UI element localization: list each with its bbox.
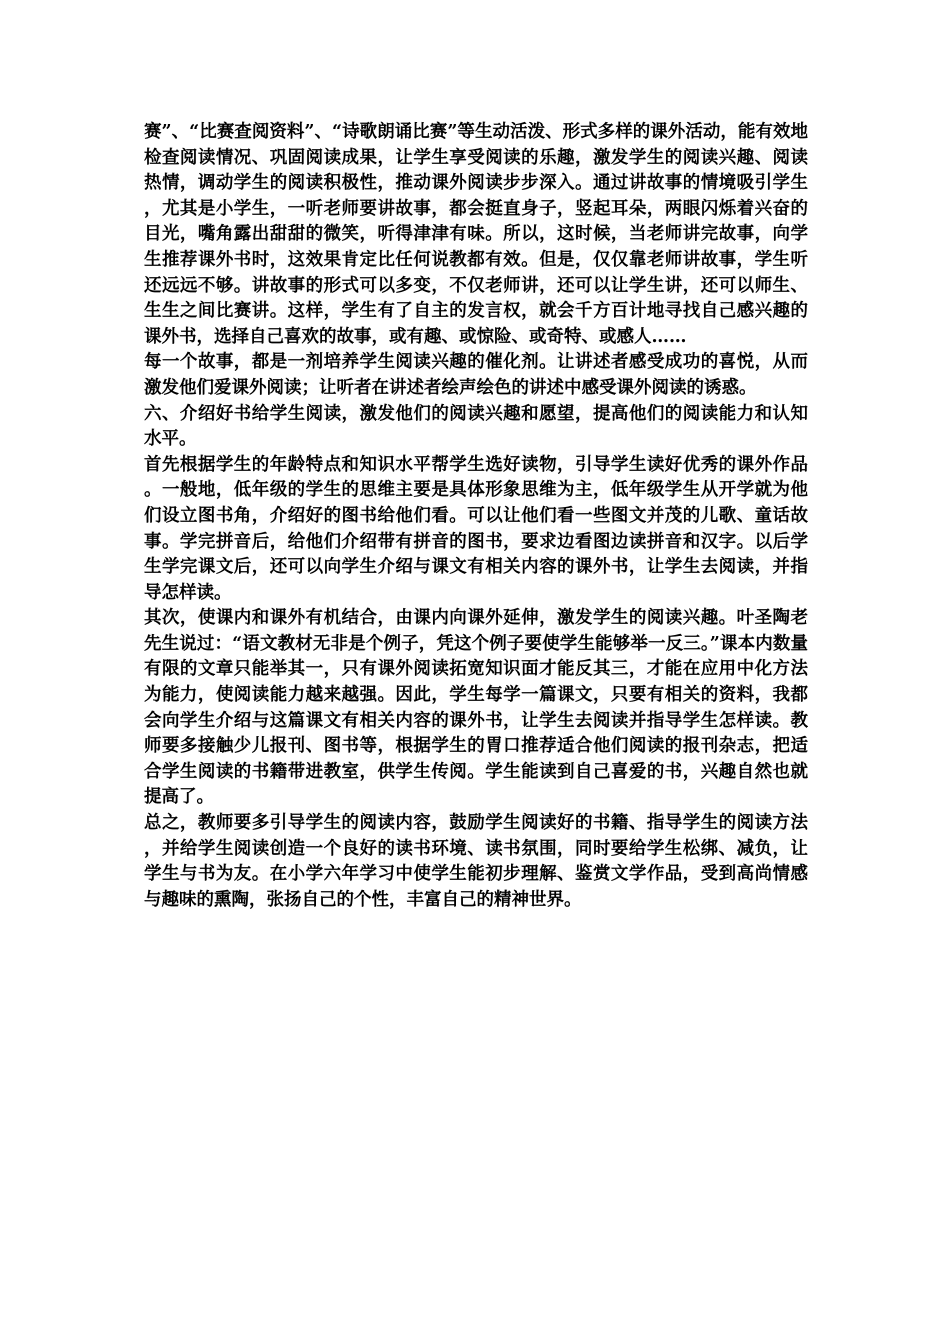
paragraph-1: 赛”、“比赛查阅资料”、“诗歌朗诵比赛”等生动活泼、形式多样的课外活动，能有效地检查阅读情况、巩固阅读成果，让学生享受阅读的乐趣，激发学生的阅读兴趣、阅读热情，调动学生的阅读积极性，推动课外阅读步步深入。通过讲故事的情境吸引学生，尤其是小学生，一听老师要讲故事，都会挺直身子，竖起耳朵，两眼闪烁着兴奋的目光，嘴角露出甜甜的微笑，听得津津有味。所以，这时候，当老师讲完故事，向学生推荐课外书时，这效果肯定比任何说教都有效。但是，仅仅靠老师讲故事，学生听还远远不够。讲故事的形式可以多变，不仅老师讲，还可以让学生讲，还可以师生、生生之间比赛讲。这样，学生有了自主的发言权，就会千方百计地寻找自己感兴趣的课外书，选择自己喜欢的故事，或有趣、或惊险、或奇特、或感人…… (144, 122, 808, 347)
paragraph-5: 其次，使课内和课外有机结合，由课内向课外延伸，激发学生的阅读兴趣。叶圣陶老先生说过：“语文教材无非是个例子，凭这个例子要使学生能够举一反三。”课本内数量有限的文章只能举其一，只有课外阅读拓宽知识面才能反其三，才能在应用中化方法为能力，使阅读能力越来越强。因此，学生每学一篇课文，只要有相关的资料，我都会向学生介绍与这篇课文有相关内容的课外书，让学生去阅读并指导学生怎样读。教师要多接触少儿报刊、图书等，根据学生的胃口推荐适合他们阅读的报刊杂志，把适合学生阅读的书籍带进教室，供学生传阅。学生能读到自己喜爱的书，兴趣自然也就提高了。 (144, 608, 808, 808)
paragraph-3: 六、介绍好书给学生阅读，激发他们的阅读兴趣和愿望，提高他们的阅读能力和认知水平。 (144, 403, 808, 450)
paragraph-6: 总之，教师要多引导学生的阅读内容，鼓励学生阅读好的书籍、指导学生的阅读方法，并给学生阅读创造一个良好的读书环境、读书氛围，同时要给学生松绑、减负，让学生与书为友。在小学六年学习中使学生能初步理解、鉴赏文学作品，受到高尚情感与趣味的熏陶，张扬自己的个性，丰富自己的精神世界。 (144, 813, 808, 910)
document-body (144, 120, 808, 913)
paragraph-4: 首先根据学生的年龄特点和知识水平帮学生选好读物，引导学生读好优秀的课外作品。一般地，低年级的学生的思维主要是具体形象思维为主，低年级学生从开学就为他们设立图书角，介绍好的图书给他们看。可以让他们看一些图文并茂的儿歌、童话故事。学完拼音后，给他们介绍带有拼音的图书，要求边看图边读拼音和汉字。以后学生学完课文后，还可以向学生介绍与课文有相关内容的课外书，让学生去阅读，并指导怎样读。 (144, 454, 808, 603)
paragraph-2: 每一个故事，都是一剂培养学生阅读兴趣的催化剂。让讲述者感受成功的喜悦，从而激发他们爱课外阅读；让听者在讲述者绘声绘色的讲述中感受课外阅读的诱惑。 (144, 352, 808, 398)
